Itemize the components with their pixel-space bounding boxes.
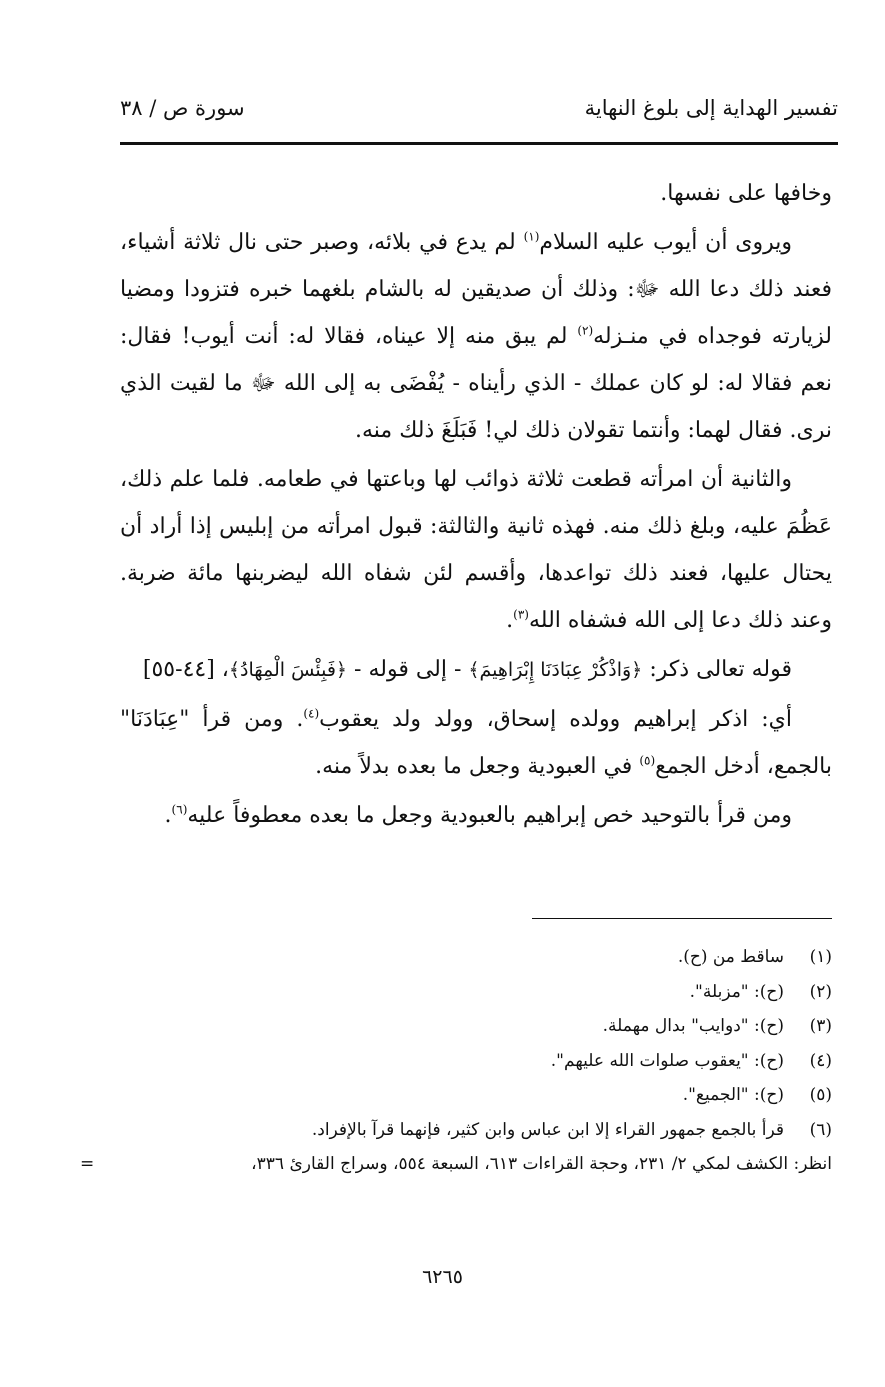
footnote-ref-4[interactable]: (٤): [303, 706, 320, 721]
footnote-separator: [532, 918, 832, 919]
footnote-text: (ح): "دوايب" بدال مهملة.: [602, 1016, 784, 1036]
paragraph-2: [120, 219, 832, 454]
paragraph-5-text-a: ومن قرأ بالتوحيد خص إبراهيم بالعبودية وجعل ما بعده معطوفاً عليه: [187, 803, 792, 828]
footnote-ref-6[interactable]: (٦): [171, 802, 188, 817]
footnote-continuation-text: انظر: الكشف لمكي ٢/ ٢٣١، وحجة القراءات ٦١٣، السبعة ٥٥٤، وسراج القارئ ٣٣٦،: [251, 1154, 832, 1174]
footnote-item: [80, 1009, 832, 1044]
continuation-mark: =: [80, 1154, 95, 1174]
footnote-text: قرأ بالجمع جمهور القراء إلا ابن عباس وابن كثير، فإنهما قرآ بالإفراد.: [311, 1119, 784, 1140]
footnote-number: (١): [809, 947, 832, 967]
paragraph-2-text-a: ويروى أن أيوب عليه السلام: [539, 230, 792, 255]
surah-page-label: سورة ص / ٣٨: [120, 96, 245, 120]
main-text: [120, 170, 832, 841]
quran-verse-1: ﴿وَاذْكُرْ عِبَادَنَا إِبْرَاهِيمَ﴾: [468, 659, 643, 681]
paragraph-2-text-c: لم يبق منه إلا عيناه، فقالا له: أنت أيوب! فقال: نعم فقالا له: لو كان عملك - الذي رأيناه - يُفْضَى به إلى الله ﷻ ما لقيت الذي نرى. فقال لهما: وأنتما تقولان ذلك لي! فَبَلَغَ ذلك منه.: [120, 324, 832, 443]
paragraph-4: [120, 696, 832, 790]
paragraph-4-text-a: أي: اذكر إبراهيم وولده إسحاق، وولد ولد يعقوب: [319, 707, 792, 732]
footnote-ref-2[interactable]: (٢): [577, 323, 594, 338]
footnote-number: (٦): [809, 1119, 832, 1140]
book-title: تفسير الهداية إلى بلوغ النهاية: [584, 96, 838, 120]
footnote-number: (٤): [809, 1050, 832, 1071]
footnote-item: [80, 975, 832, 1010]
footnote-number: (٥): [809, 1085, 832, 1105]
footnote-item: [80, 1044, 832, 1079]
verse-line: [120, 646, 832, 694]
footnote-text: (ح): "الجميع".: [682, 1085, 784, 1105]
paragraph-3-text-b: .: [506, 608, 514, 633]
running-header: [120, 96, 838, 136]
paragraph-4-text-b: . ومن قرأ "عِبَادَنَا" بالجمع، أدخل الجمع: [120, 707, 832, 779]
paragraph-3: [120, 456, 832, 644]
footnote-continuation: [80, 1147, 832, 1182]
footnote-item: [80, 1113, 832, 1148]
footnote-text: (ح): "مزبلة".: [689, 981, 784, 1002]
footnote-number: (٣): [809, 1016, 832, 1036]
footnote-text: (ح): "يعقوب صلوات الله عليهم".: [550, 1050, 784, 1071]
quran-verse-2: ﴿فَبِئْسَ الْمِهَادُ﴾: [228, 659, 348, 681]
header-rule: [120, 142, 838, 145]
footnotes: [80, 940, 832, 1182]
footnote-number: (٢): [809, 981, 832, 1002]
verse-intro: قوله تعالى ذكر:: [642, 657, 792, 682]
paragraph-3-text-a: والثانية أن امرأته قطعت ثلاثة ذوائب لها وباعتها في طعامه. فلما علم ذلك، عَظُمَ عليه، وبلغ ذلك منه. فهذه ثانية والثالثة: قبول امرأته من إبليس إذا أراد أن يحتال عليها، فعند ذلك تواعدها، وأقسم لئن شفاه الله ليضربنها مائة ضربة. وعند ذلك دعا إلى الله فشفاه الله: [120, 467, 832, 633]
verse-connector: - إلى قوله -: [347, 657, 469, 682]
page-number: ٦٢٦٥: [422, 1266, 463, 1288]
paragraph-2-text-b: لم يدع في بلائه، وصبر حتى نال ثلاثة أشياء، فعند ذلك دعا الله ﷻ: وذلك أن صديقين له بالشام بلغهما خبره فتزودا ومضيا لزيارته فوجداه في منـزله: [120, 230, 832, 349]
footnote-text: ساقط من (ح).: [677, 947, 784, 967]
footnote-ref-1[interactable]: (١): [523, 229, 540, 244]
paragraph-5-text-b: .: [164, 803, 172, 828]
paragraph-5: [120, 792, 832, 839]
footnote-item: [80, 940, 832, 975]
paragraph-1-text: وخافها على نفسها.: [660, 181, 832, 206]
paragraph-1: [120, 170, 832, 217]
paragraph-4-text-c: في العبودية وجعل ما بعده بدلاً منه.: [315, 754, 640, 779]
footnote-ref-5[interactable]: (٥): [639, 753, 656, 768]
footnote-item: [80, 1078, 832, 1113]
verse-reference: ، [٤٤-٥٥]: [142, 657, 229, 682]
footnote-ref-3[interactable]: (٣): [513, 607, 529, 622]
